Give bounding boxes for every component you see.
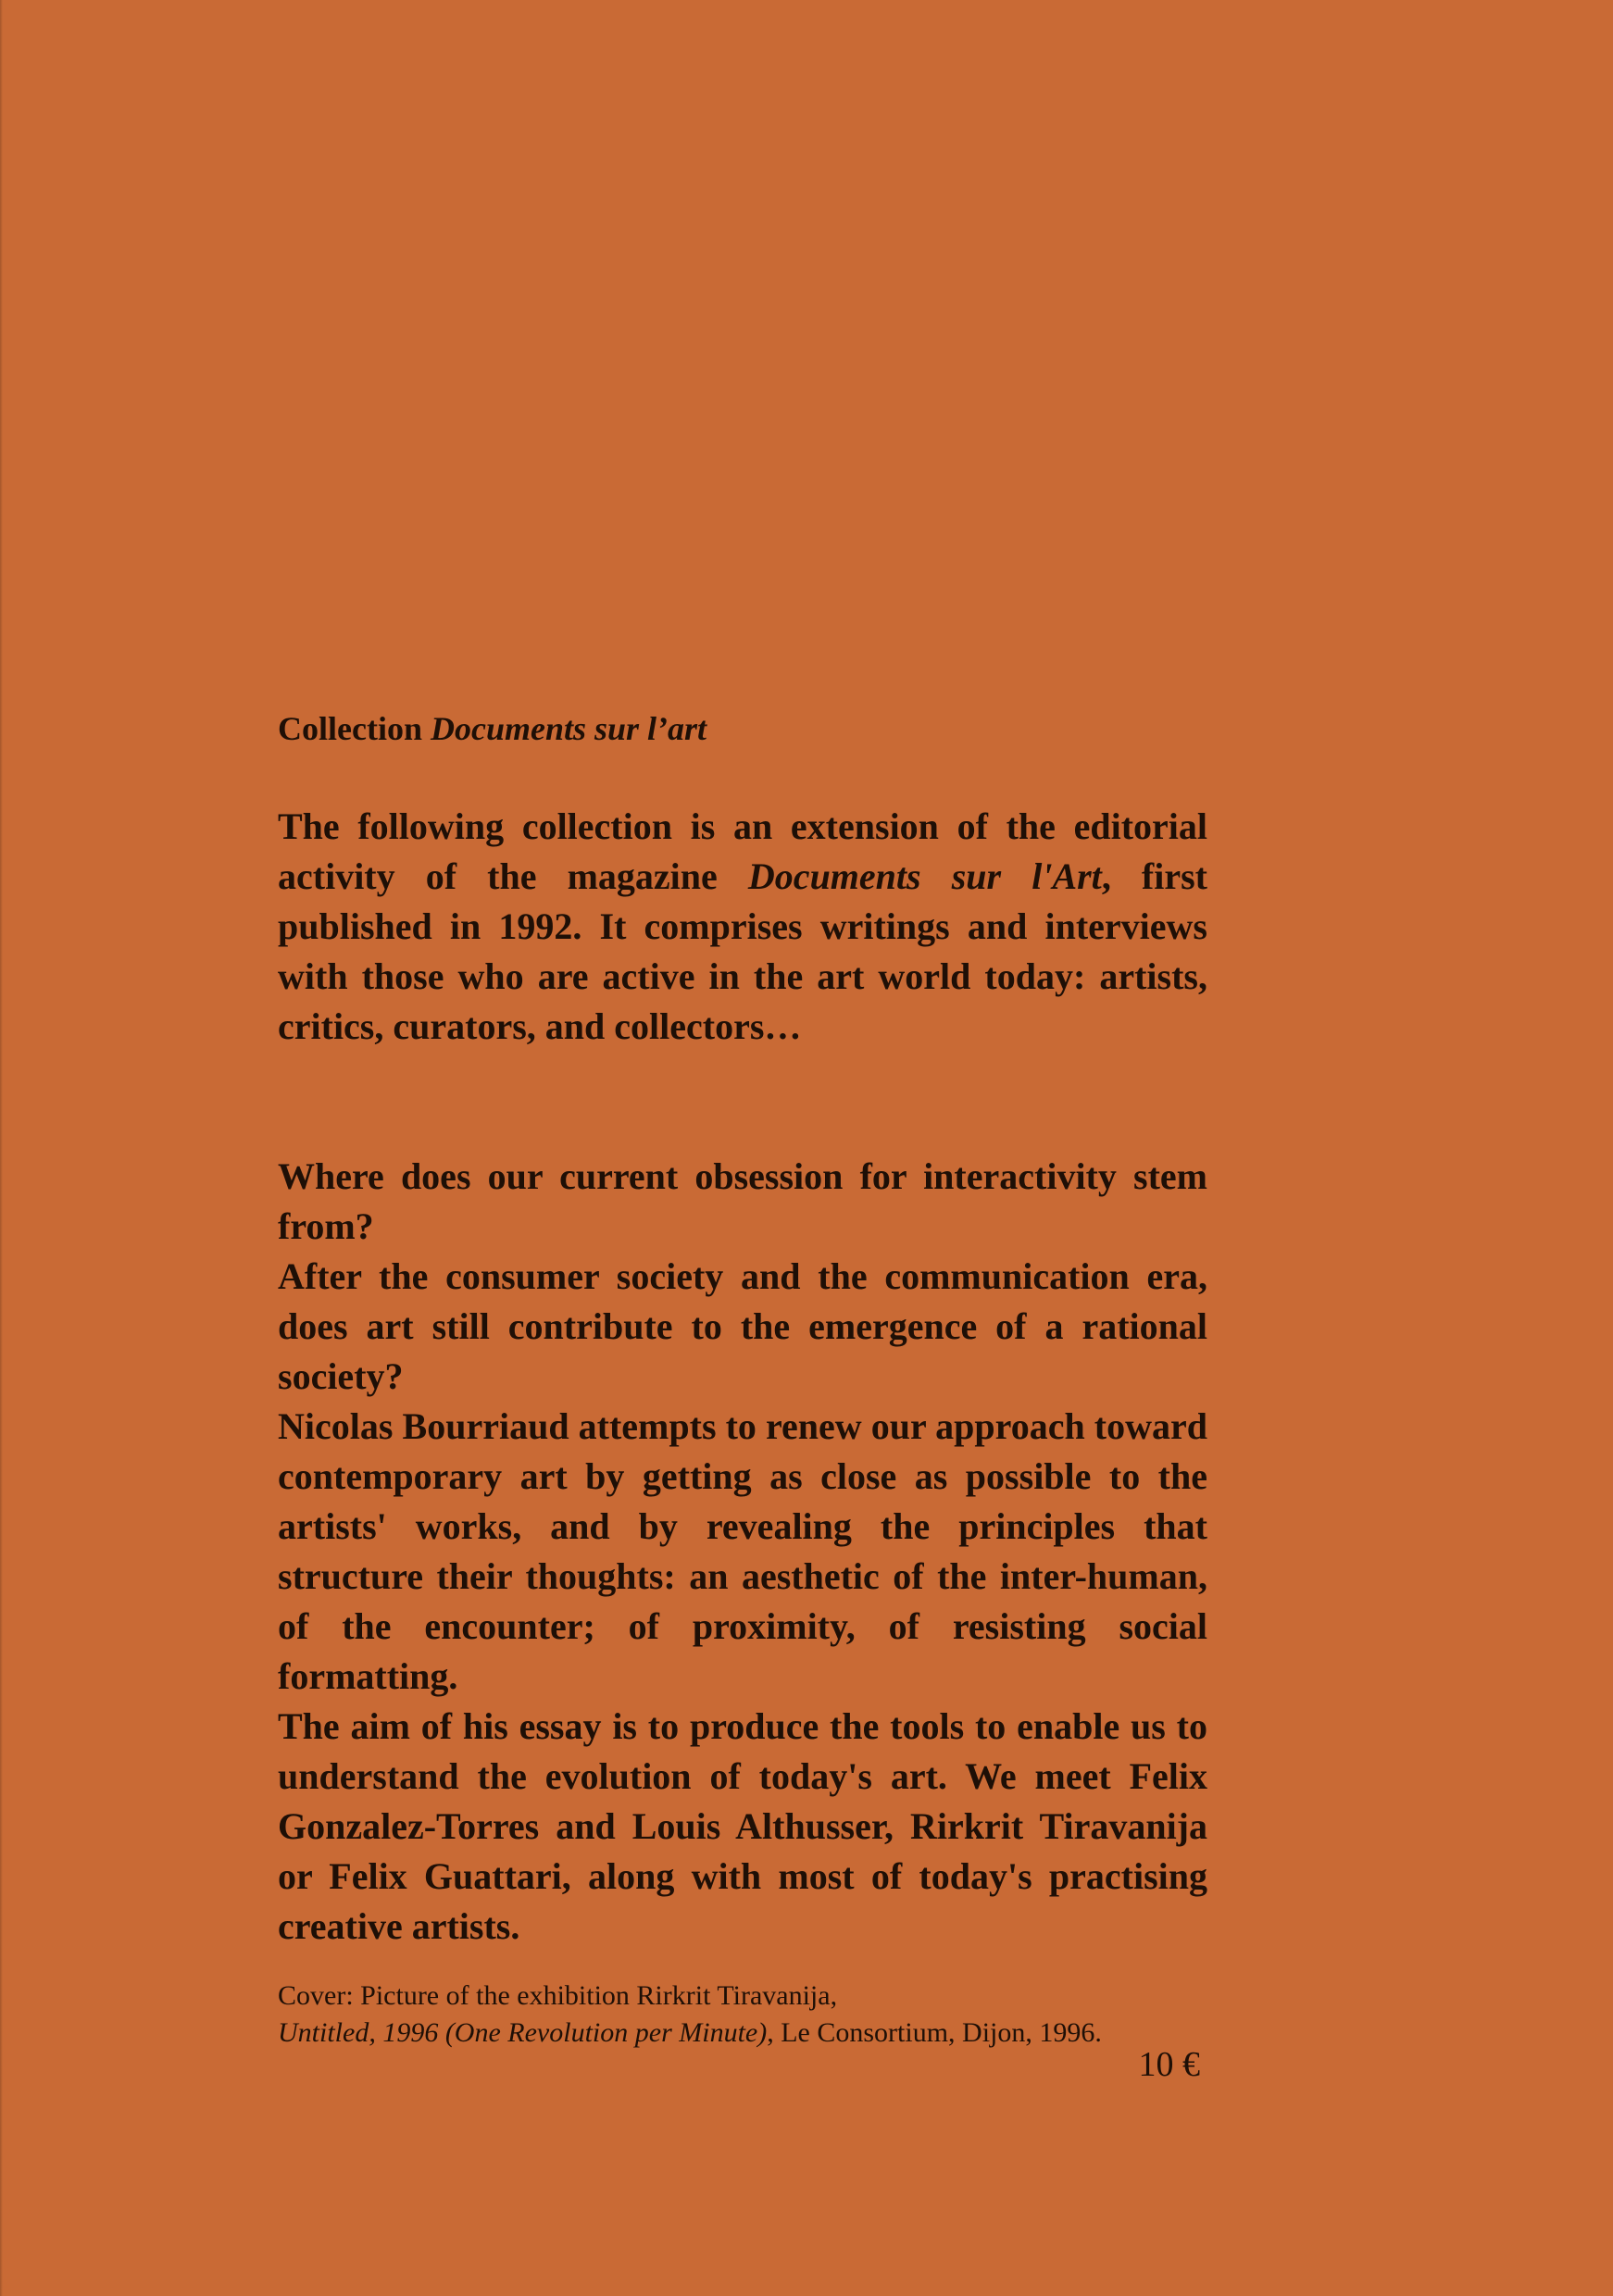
blurb-paragraph-2: After the consumer society and the communication era, does art still contribute to the emergence of a rational society? xyxy=(278,1255,1207,1397)
cover-caption-work-title: Untitled, 1996 (One Revolution per Minute) xyxy=(278,2017,768,2048)
intro-text xyxy=(278,802,1207,1052)
cover-caption-venue: , Le Consortium, Dijon, 1996. xyxy=(767,2017,1102,2048)
collection-heading-title: Documents sur l’art xyxy=(430,710,707,747)
blurb-body xyxy=(278,1152,1207,1952)
collection-heading xyxy=(278,704,1207,754)
cover-caption xyxy=(278,1978,1213,2052)
price-label: 10 € xyxy=(1138,2045,1200,2084)
blurb-paragraph-4: The aim of his essay is to produce the tools to enable us to understand the evolution of today's art. We meet Felix Gonzalez-Torres and Louis Althusser, Rirkrit Tiravanija or Felix Guattari, along with most of today's practising creative artists. xyxy=(278,1705,1207,1947)
intro-paragraph xyxy=(278,802,1207,1052)
intro-text-after: , first published in 1992. It comprises writings and interviews with those who are active in the art world today: artists, critics, curators, and collectors… xyxy=(278,855,1208,1047)
page-edge-shadow xyxy=(0,0,3,2296)
collection-heading-prefix: Collection xyxy=(278,710,431,747)
cover-caption-line-1: Cover: Picture of the exhibition Rirkrit Tiravanija, xyxy=(278,1980,838,2011)
intro-magazine-title: Documents sur l'Art xyxy=(747,855,1102,897)
blurb-paragraph-1: Where does our current obsession for interactivity stem from? xyxy=(278,1155,1207,1247)
blurb-paragraph-3: Nicolas Bourriaud attempts to renew our approach toward contemporary art by getting as close as possible to the artists' works, and by revealing the principles that structure their thoughts: an aesthetic of the inter-human, of the encounter; of proximity, of resisting social formatting. xyxy=(278,1405,1207,1697)
intro-text-before: The following collection is an extension of the editorial activity of the magazine xyxy=(278,805,1207,897)
